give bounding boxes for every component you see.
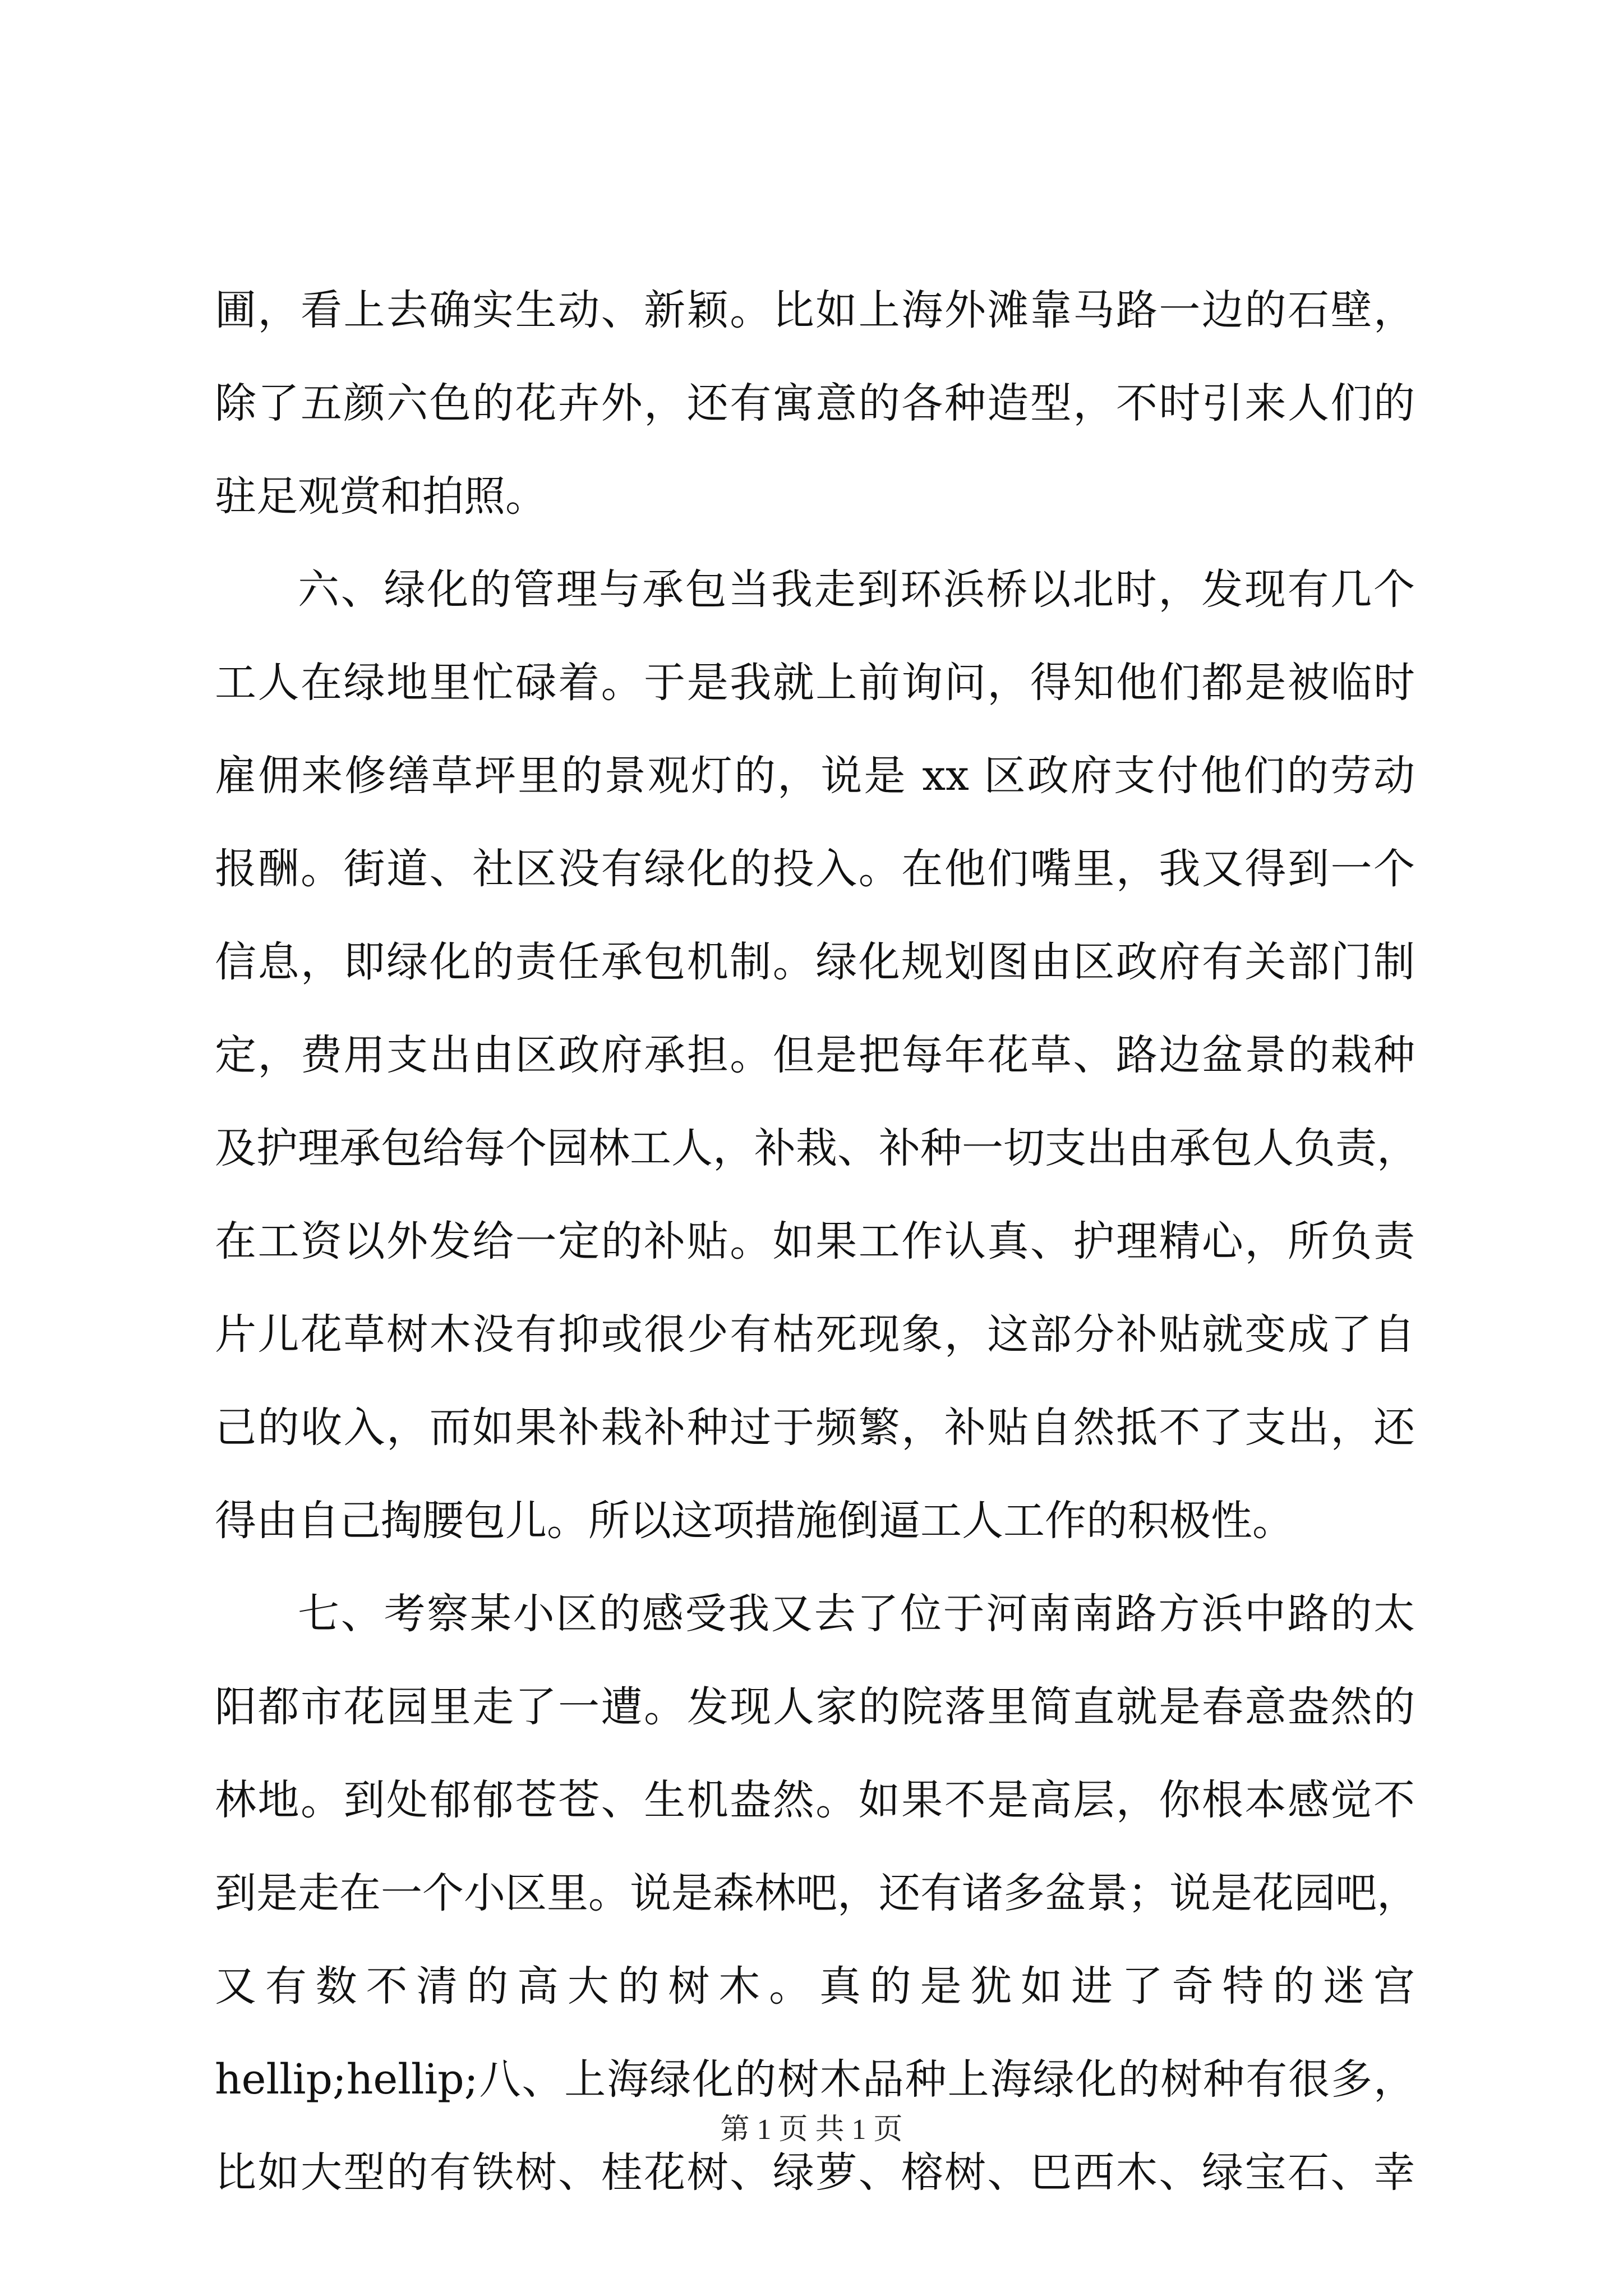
text-line: 工人在绿地里忙碌着。于是我就上前询问，得知他们都是被临时 — [215, 659, 1415, 707]
section-heading-line: 六、绿化的管理与承包当我走到环浜桥以北时，发现有几个 — [298, 565, 1415, 614]
text-line: hellip;hellip;八、上海绿化的树木品种上海绿化的树种有很多， — [215, 2055, 1415, 2104]
text-line: 及护理承包给每个园林工人，补栽、补种一切支出由承包人负责， — [215, 1124, 1418, 1172]
page-number-footer: 第 1 页 共 1 页 — [720, 2114, 903, 2146]
text-line: 片儿花草树木没有抑或很少有枯死现象，这部分补贴就变成了自 — [215, 1310, 1415, 1359]
text-line: 林地。到处郁郁苍苍、生机盎然。如果不是高层，你根本感觉不 — [215, 1776, 1415, 1824]
text-line: 雇佣来修缮草坪里的景观灯的，说是 xx 区政府支付他们的劳动 — [215, 752, 1415, 800]
text-line: 报酬。街道、社区没有绿化的投入。在他们嘴里，我又得到一个 — [215, 845, 1415, 893]
section-heading-line: 七、考察某小区的感受我又去了位于河南南路方浜中路的太 — [298, 1590, 1415, 1638]
text-line: 又有数不清的高大的树木。真的是犹如进了奇特的迷宫 — [215, 1962, 1415, 2010]
text-line: 除了五颜六色的花卉外，还有寓意的各种造型，不时引来人们的 — [215, 379, 1415, 427]
text-line: 驻足观赏和拍照。 — [215, 472, 547, 521]
text-line: 定，费用支出由区政府承担。但是把每年花草、路边盆景的栽种 — [215, 1031, 1415, 1079]
text-line: 阳都市花园里走了一遭。发现人家的院落里简直就是春意盎然的 — [215, 1683, 1415, 1731]
text-line: 得由自己掏腰包儿。所以这项措施倒逼工人工作的积极性。 — [215, 1497, 1294, 1545]
text-line: 己的收入，而如果补栽补种过于频繁，补贴自然抵不了支出，还 — [215, 1404, 1415, 1452]
text-line: 在工资以外发给一定的补贴。如果工作认真、护理精心，所负责 — [215, 1217, 1415, 1266]
text-line: 到是走在一个小区里。说是森林吧，还有诸多盆景；说是花园吧， — [215, 1869, 1418, 1917]
text-line: 比如大型的有铁树、桂花树、绿萝、榕树、巴西木、绿宝石、幸 — [215, 2148, 1415, 2197]
document-body — [215, 264, 1418, 2219]
text-line: 圃，看上去确实生动、新颖。比如上海外滩靠马路一边的石壁， — [215, 286, 1415, 334]
text-line: 信息，即绿化的责任承包机制。绿化规划图由区政府有关部门制 — [215, 938, 1415, 986]
